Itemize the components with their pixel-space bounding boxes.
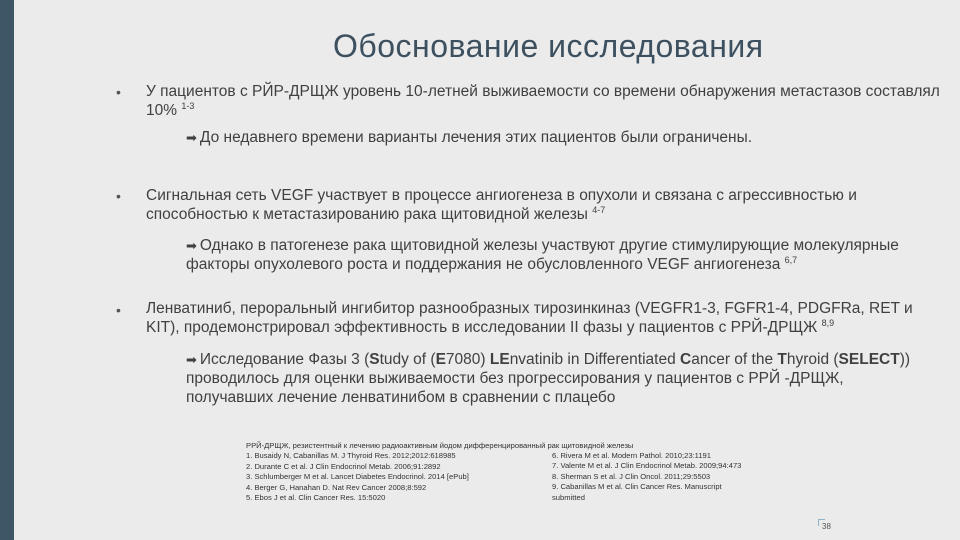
- select-part-1: Исследование Фазы 3 (: [199, 351, 370, 368]
- left-accent-bar: [0, 0, 14, 540]
- bullet-2-sub-1: [186, 236, 926, 274]
- reference-item: submitted: [552, 492, 585, 502]
- select-part-8: C: [680, 351, 692, 368]
- arrow-right-icon: ➡: [186, 238, 197, 253]
- reference-item: 6. Rivera M et al. Modern Pathol. 2010;23:1191: [552, 451, 712, 460]
- select-part-2: S: [369, 351, 380, 368]
- bullet-1-ref: 1-3: [181, 101, 195, 111]
- bullet-dot: •: [116, 302, 121, 318]
- bullet-2-sub-1-ref: 6,7: [784, 255, 798, 265]
- bullet-1-text: [146, 82, 946, 120]
- reference-item: 5. Ebos J et al. Clin Cancer Res. 15:5020: [246, 493, 386, 503]
- select-part-12: SELECT: [838, 351, 900, 368]
- select-part-5: 7080): [445, 351, 490, 368]
- bullet-2-ref: 4-7: [592, 205, 606, 215]
- select-part-4: E: [435, 351, 446, 368]
- bullet-2-sub-1-text: Однако в патогенезе рака щитовидной железы участвуют другие стимулирующие молекулярные факторы опухолевого роста и поддержания не обусловленного VEGF ангиогенеза: [186, 237, 899, 273]
- bullet-3-ref: 8,9: [821, 318, 835, 328]
- references-right: [552, 451, 741, 503]
- bullet-dot: •: [116, 188, 121, 204]
- bullet-3-body: Ленватиниб, пероральный ингибитор разнообразных тирозинкиназ (VEGFR1-3, FGFR1-4, PDGFRa, RET и KIT), продемонстрировал эффективность в исследовании II фазы у пациентов с РРЙ-ДРЩЖ: [146, 300, 913, 336]
- reference-item: 1. Busaidy N, Cabanillas M. J Thyroid Res. 2012;2012:618985: [246, 451, 456, 461]
- bullet-3-text: [146, 299, 946, 337]
- select-part-10: T: [777, 351, 787, 368]
- select-part-9: ancer of the: [691, 351, 778, 368]
- reference-item: 4. Berger G, Hanahan D. Nat Rev Cancer 2008;8:592: [246, 482, 427, 492]
- reference-item: 3. Schlumberger M et al. Lancet Diabetes Endocrinol. 2014 [ePub]: [246, 472, 469, 482]
- reference-item: 8. Sherman S et al. J Clin Oncol. 2011;29:5503: [552, 471, 711, 481]
- select-part-11: hyroid (: [786, 351, 839, 368]
- reference-item: 9. Cabanillas M et al. Clin Cancer Res. Manuscript: [552, 482, 722, 492]
- select-part-3: tudy of (: [379, 351, 436, 368]
- reference-item: 2. Durante C et al. J Clin Endocrinol Metab. 2006;91:2892: [246, 461, 441, 471]
- bullet-1-sub-1-text: До недавнего времени варианты лечения этих пациентов были ограничены.: [199, 129, 753, 146]
- bullet-1-body: У пациентов с РЙР-ДРЩЖ уровень 10-летней выживаемости со времени обнаружения метастазов составлял 10%: [146, 83, 940, 119]
- bullet-dot: •: [116, 84, 121, 100]
- bullet-1-sub-1: [186, 128, 926, 147]
- arrow-right-icon: ➡: [186, 352, 197, 367]
- slide-number: 38: [822, 522, 831, 531]
- select-part-6: LE: [489, 351, 510, 368]
- arrow-right-icon: ➡: [186, 130, 197, 145]
- slide-title: Обоснование исследования: [333, 28, 764, 64]
- select-part-7: nvatinib in Differentiated: [509, 351, 681, 368]
- bullet-2-text: [146, 186, 946, 224]
- abbreviation-note: РРЙ-ДРЩЖ, резистентный к лечению радиоактивным йодом дифференцированный рак щитовидной железы: [246, 441, 634, 450]
- reference-item: 7. Valente M et al. J Clin Endocrinol Metab. 2009;94:473: [552, 461, 742, 471]
- select-part-13: )) проводилось для оценки выживаемости без прогрессирования у пациентов с РРЙ -ДРЩЖ, получавших лечение ленватинибом в сравнении с плацебо: [186, 351, 911, 406]
- bullet-3-sub-1: [186, 350, 926, 407]
- bullet-2-body: Сигнальная сеть VEGF участвует в процессе ангиогенеза в опухоли и связана с агрессивностью и способностью к метастазированию рака щитовидной железы: [146, 187, 857, 223]
